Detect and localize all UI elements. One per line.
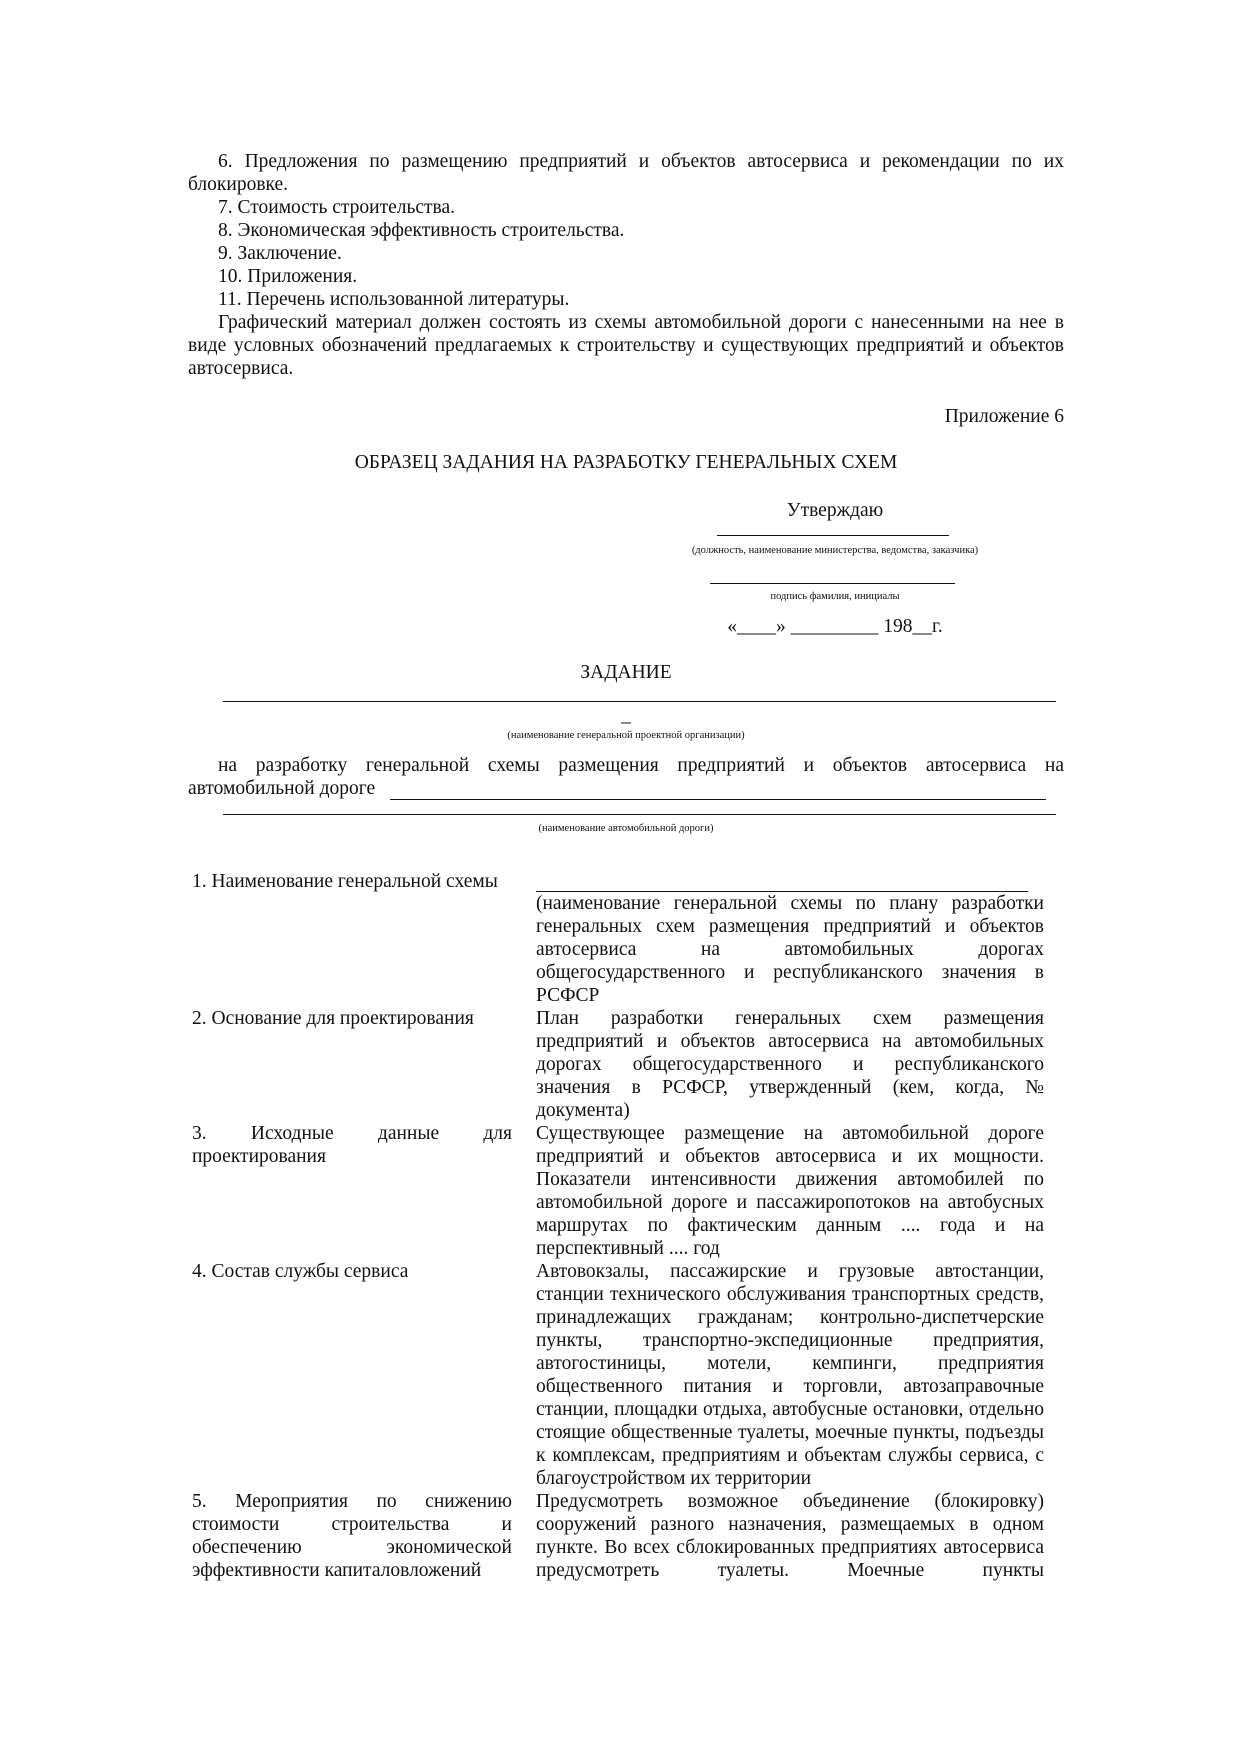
intro-item: 9. Заключение. (218, 243, 342, 264)
road-line-2 (223, 814, 1056, 815)
org-caption: (наименование генеральной проектной организации) (507, 730, 745, 741)
row-value: Предусмотреть возможное объединение (блокировку) сооружений разного назначения, размещаемых в одном пункте. Во всех сблокированных предприятиях автосервиса предусмотреть туалеты. Моечные пункты (536, 1491, 1044, 1581)
table-row (192, 870, 1044, 1007)
appendix-label: Приложение 6 (944, 406, 1064, 427)
row-value: (наименование генеральной схемы по плану разработки генеральных схем размещения предприятий и объектов автосервиса на автомобильных дорогах общегосударственного и республиканского значения в РСФСР (536, 893, 1044, 1006)
task-text-content: на разработку генеральной схемы размещения предприятий и объектов автосервиса на автомобильной дороге (188, 755, 1064, 799)
org-line (223, 701, 1056, 702)
task-table (192, 870, 1044, 1582)
row-label: 5. Мероприятия по снижению стоимости строительства и обеспечению экономической эффективности капиталовложений (192, 1491, 512, 1581)
row-label: 3. Исходные данные для проектирования (192, 1123, 512, 1167)
document-title: ОБРАЗЕЦ ЗАДАНИЯ НА РАЗРАБОТКУ ГЕНЕРАЛЬНЫХ СХЕМ (354, 452, 898, 473)
task-heading: ЗАДАНИЕ (580, 662, 672, 683)
row-value: План разработки генеральных схем размещения предприятий и объектов автосервиса на автомобильных дорогах общегосударственного и республиканского значения в РСФСР, утвержденный (кем, когда, № документа) (536, 1008, 1044, 1121)
intro-item: 8. Экономическая эффективность строительства. (218, 220, 625, 241)
row-label: 2. Основание для проектирования (192, 1008, 474, 1029)
row-label: 1. Наименование генеральной схемы (192, 871, 498, 892)
table-row (192, 1260, 1044, 1490)
table-row (192, 1007, 1044, 1122)
approval-date: «____» _________ 198__г. (727, 616, 943, 637)
intro-item: 6. Предложения по размещению предприятий и объектов автосервиса и рекомендации по их блокировке. (188, 151, 1064, 195)
intro-section (188, 150, 1064, 380)
intro-item: 10. Приложения. (218, 266, 358, 287)
intro-item: 7. Стоимость строительства. (218, 197, 456, 218)
intro-item: 11. Перечень использованной литературы. (218, 289, 570, 310)
road-caption: (наименование автомобильной дороги) (538, 823, 714, 834)
table-row (192, 1490, 1044, 1582)
signature-line (710, 583, 955, 584)
signature-caption: подпись фамилия, инициалы (770, 591, 900, 602)
task-text (188, 754, 1064, 800)
org-line-dash: _ (621, 705, 631, 726)
row-label: 4. Состав службы сервиса (192, 1261, 409, 1282)
position-caption: (должность, наименование министерства, ведомства, заказчика) (691, 545, 979, 556)
approval-heading: Утверждаю (786, 500, 884, 521)
table-row (192, 1122, 1044, 1260)
road-line-1 (390, 799, 1046, 800)
row-value: Автовокзалы, пассажирские и грузовые автостанции, станции технического обслуживания транспортных средств, принадлежащих гражданам; контрольно-диспетчерские пункты, транспортно-экспедиционные предприятия, автогостиницы, мотели, кемпинги, предприятия общественного питания и торговли, автозаправочные станции, площадки отдыха, автобусные остановки, отдельно стоящие общественные туалеты, моечные пункты, подъезды к комплексам, предприятиям и объектам службы сервиса, с благоустройством их территории (536, 1261, 1044, 1489)
row-value: Существующее размещение на автомобильной дороге предприятий и объектов автосервиса и их мощности. Показатели интенсивности движения автомобилей по автомобильной дороге и пассажиропотоков на автобусных маршрутах по фактическим данным .... года и на перспективный .... год (536, 1123, 1044, 1259)
position-line (717, 535, 949, 536)
graphic-material-paragraph: Графический материал должен состоять из схемы автомобильной дороги с нанесенными на нее в виде условных обозначений предлагаемых к строительству и существующих предприятий и объектов автосервиса. (188, 312, 1064, 379)
